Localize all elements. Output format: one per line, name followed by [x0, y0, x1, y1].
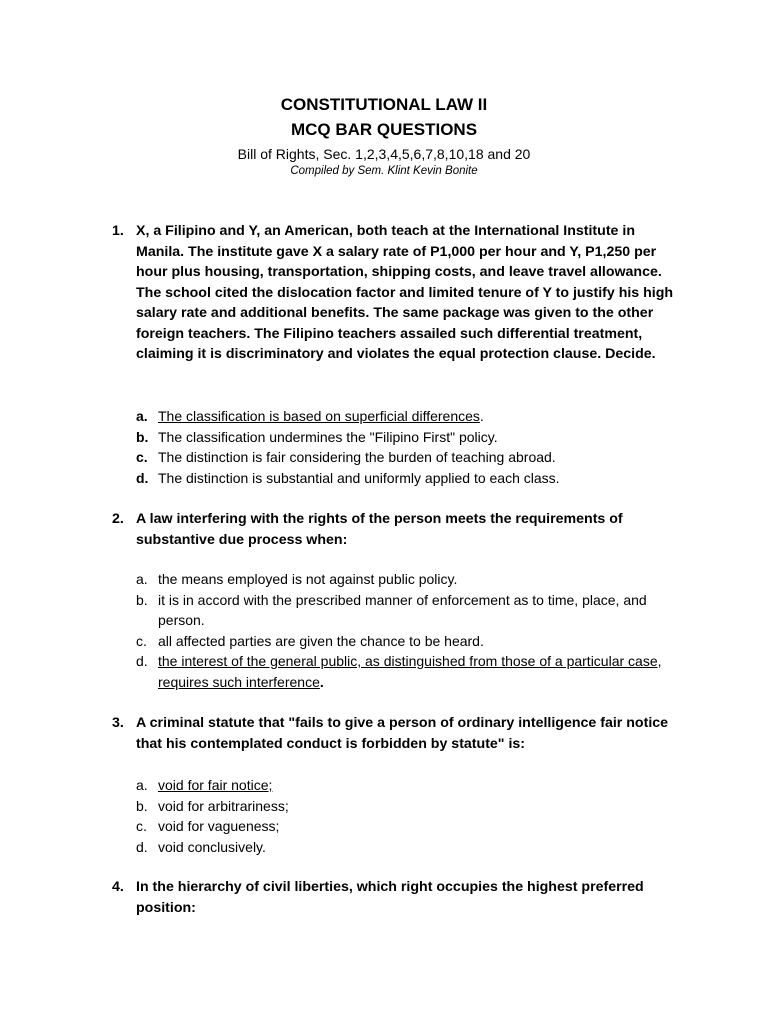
option-a	[136, 775, 676, 796]
option-letter: c.	[136, 818, 147, 834]
option-letter: c.	[136, 449, 148, 465]
option-text: The classification is based on superficial differences	[158, 408, 480, 424]
question-text: A criminal statute that "fails to give a person of ordinary intelligence fair notice that his contemplated conduct is forbidden by statute" is:	[136, 715, 669, 752]
question-1-options	[136, 406, 676, 488]
option-letter: d.	[136, 469, 149, 486]
question-number: 2.	[112, 511, 124, 527]
question-4	[112, 877, 682, 918]
option-letter: a.	[136, 408, 148, 424]
option-letter: d.	[136, 653, 148, 669]
option-text: the interest of the general public, as distinguished from those of a particular case, requires such interference	[158, 653, 662, 690]
option-text: void for vagueness;	[158, 818, 280, 834]
question-text: X, a Filipino and Y, an American, both teach at the International Institute in Manila. The institute gave X a salary rate of P1,000 per hour and Y, P1,250 per hour plus housing, transportation, shipping costs, and leave travel allowance. The school cited the dislocation factor and limited tenure of Y to justify his high salary rate and additional benefits. The same package was given to the other foreign teachers. The Filipino teachers assailed such differential treatment, claiming it is discriminatory and violates the equal protection clause. Decide.	[136, 223, 674, 362]
option-text: The classification undermines the "Filipino First" policy.	[158, 428, 498, 445]
question-2	[112, 509, 682, 550]
question-number: 3.	[112, 715, 124, 731]
option-letter: c.	[136, 632, 147, 649]
option-b	[136, 796, 676, 817]
option-text: The distinction is fair considering the burden of teaching abroad.	[158, 449, 556, 465]
option-letter: b.	[136, 591, 148, 608]
question-2-options	[136, 569, 676, 692]
compiler-credit: Compiled by Sem. Klint Kevin Bonite	[290, 165, 478, 177]
option-text: the means employed is not against public policy.	[158, 571, 458, 587]
option-c	[136, 447, 676, 468]
document-title: CONSTITUTIONAL LAW II	[280, 95, 488, 114]
option-letter: a.	[136, 571, 148, 587]
question-3	[112, 713, 682, 754]
question-1	[112, 221, 682, 365]
option-d	[136, 837, 676, 858]
option-text: all affected parties are given the chance to be heard.	[158, 632, 484, 649]
option-a	[136, 406, 676, 427]
option-letter: b.	[136, 428, 149, 445]
question-3-options	[136, 775, 676, 857]
option-text: it is in accord with the prescribed manner of enforcement as to time, place, and person.	[158, 591, 647, 628]
option-d	[136, 468, 676, 489]
option-suffix: .	[319, 673, 324, 690]
option-a	[136, 569, 676, 590]
option-letter: d.	[136, 838, 148, 855]
option-suffix: .	[479, 408, 484, 424]
option-b	[136, 590, 676, 631]
option-letter: a.	[136, 777, 148, 793]
option-letter: b.	[136, 797, 148, 814]
option-text: void conclusively.	[158, 838, 266, 855]
coverage-line: Bill of Rights, Sec. 1,2,3,4,5,6,7,8,10,18 and 20	[237, 146, 531, 162]
document-subtitle-heading: MCQ BAR QUESTIONS	[290, 120, 478, 139]
option-d	[136, 651, 676, 692]
option-text: void for fair notice;	[158, 777, 273, 793]
option-c	[136, 631, 676, 652]
option-text: void for arbitrariness;	[158, 797, 289, 814]
question-number: 1.	[112, 223, 124, 239]
option-c	[136, 816, 676, 837]
option-text: The distinction is substantial and uniformly applied to each class.	[158, 469, 560, 486]
question-text: In the hierarchy of civil liberties, which right occupies the highest preferred position:	[136, 879, 644, 916]
option-b	[136, 427, 676, 448]
question-text: A law interfering with the rights of the person meets the requirements of substantive due process when:	[136, 511, 623, 548]
question-number: 4.	[112, 879, 124, 895]
